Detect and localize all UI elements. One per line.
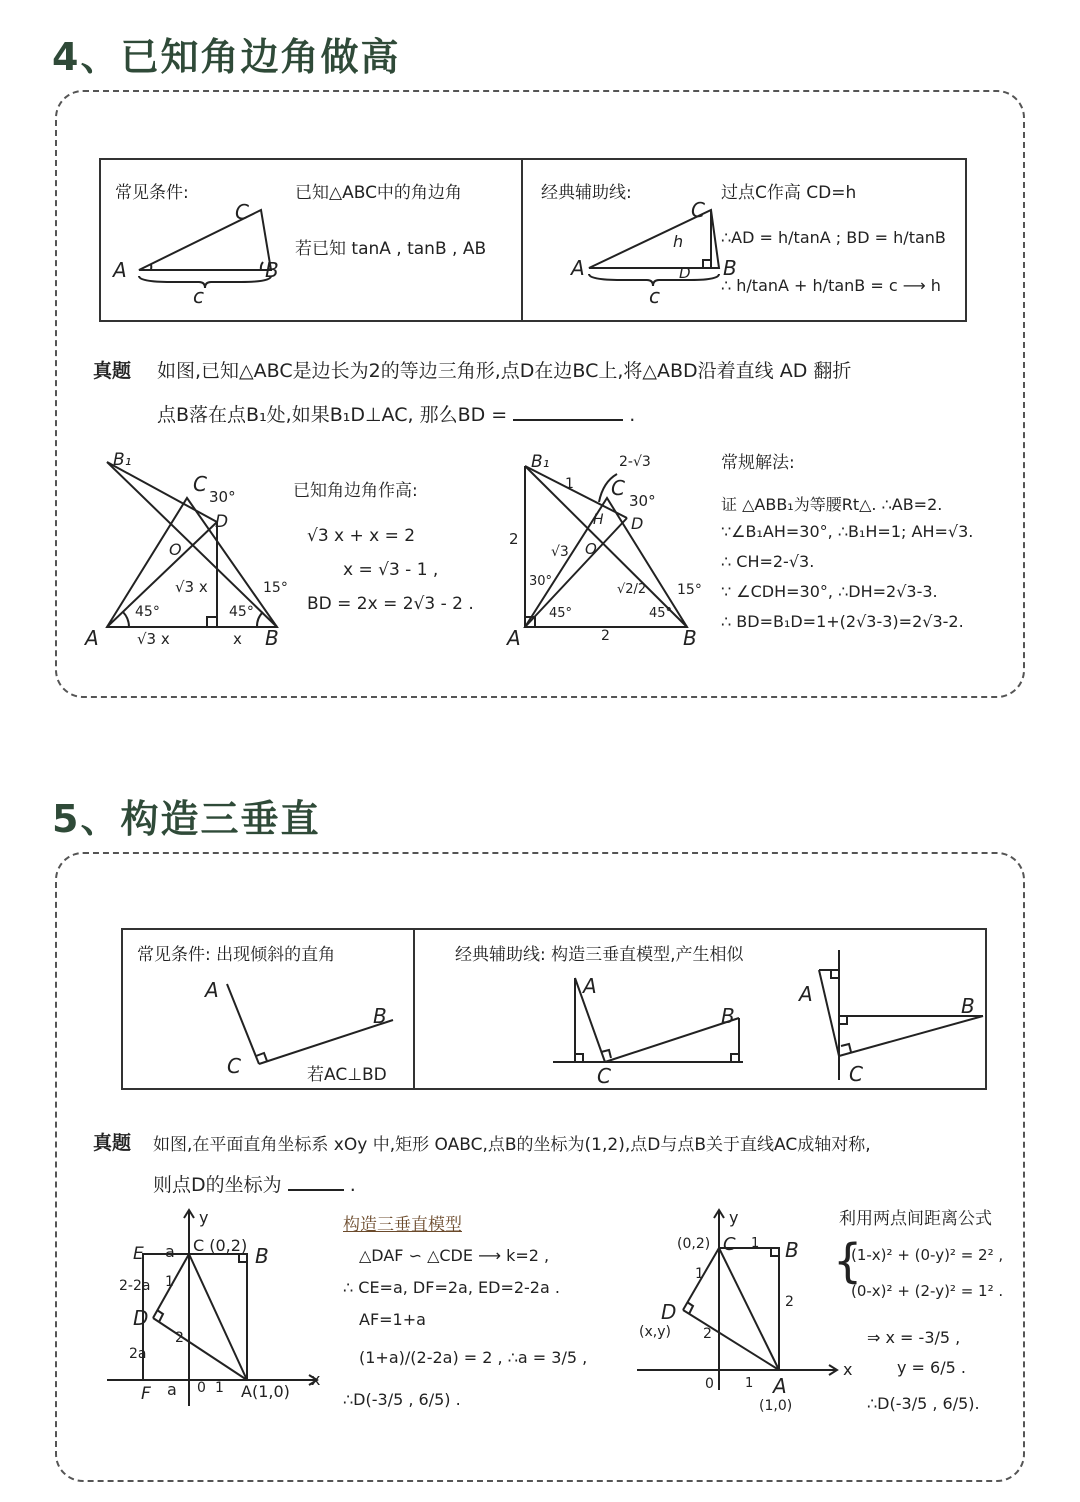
fig1-c: C bbox=[193, 472, 207, 496]
fig2-b: B bbox=[683, 626, 697, 650]
m2-a: A bbox=[799, 982, 813, 1006]
section5-panel-box bbox=[121, 928, 987, 1090]
method2-l1: 证 △ABB₁为等腰Rt△. ∴AB=2. bbox=[721, 495, 943, 514]
method3-l2: ∴ CE=a, DF=2a, ED=2-2a . bbox=[343, 1278, 560, 1297]
problem4-line2-text: 点B落在点B₁处,如果B₁D⊥AC, 那么BD = bbox=[157, 404, 508, 426]
seg-c2-b2 bbox=[839, 1016, 983, 1056]
condition-line1: 已知△ABC中的角边角 bbox=[295, 183, 462, 203]
problem4-line2-end: . bbox=[629, 404, 636, 426]
pt-a: A bbox=[113, 258, 127, 282]
method2-l4: ∵ ∠CDH=30°, ∴DH=2√3-3. bbox=[721, 582, 938, 601]
angle-arc-b bbox=[261, 262, 263, 270]
fig1-b1: B₁ bbox=[113, 450, 132, 470]
f3-f: F bbox=[141, 1384, 151, 1404]
f4-one-b: 1 bbox=[745, 1376, 754, 1391]
f4-a: A bbox=[773, 1374, 787, 1398]
f3-a-bottom: a bbox=[167, 1380, 177, 1399]
f4-dxy: (x,y) bbox=[639, 1324, 671, 1340]
method2-l3: ∴ CH=2-√3. bbox=[721, 552, 815, 571]
fig2-15: 15° bbox=[677, 582, 702, 598]
method1-l1: √3 x + x = 2 bbox=[307, 526, 416, 546]
f3-c: C (0,2) bbox=[193, 1236, 248, 1255]
method4-ans: ∴D(-3/5 , 6/5). bbox=[867, 1394, 980, 1413]
f3-a-top: a bbox=[165, 1242, 175, 1261]
f4-a10: (1,0) bbox=[759, 1398, 793, 1414]
method3-l3: AF=1+a bbox=[359, 1310, 426, 1329]
fig2-sqrt3: √3 bbox=[551, 544, 569, 560]
fig2-30a: 30° bbox=[529, 574, 553, 589]
fig1-b: B bbox=[265, 626, 279, 650]
f4-x: x bbox=[843, 1360, 853, 1379]
right-angle-d bbox=[703, 260, 711, 268]
three-perp-model-1 bbox=[543, 970, 763, 1090]
problem5-line2-end: . bbox=[349, 1174, 356, 1196]
fig2-half: √2/2 bbox=[617, 582, 647, 597]
method1-l3: BD = 2x = 2√3 - 2 . bbox=[307, 594, 474, 614]
aux-line-label: 经典辅助线: bbox=[541, 183, 632, 203]
fig1-45a: 45° bbox=[135, 604, 160, 620]
f3-x: x bbox=[311, 1370, 321, 1389]
f3-one: 1 bbox=[165, 1274, 174, 1290]
fig1-15: 15° bbox=[263, 580, 288, 596]
f4-c: C bbox=[723, 1234, 736, 1255]
f3-one-b: 1 bbox=[215, 1380, 224, 1396]
ra1 bbox=[575, 1054, 583, 1062]
fig2-c: C bbox=[611, 476, 625, 500]
method1-l2: x = √3 - 1 , bbox=[343, 560, 439, 580]
panel-divider bbox=[521, 160, 523, 320]
m2-c: C bbox=[849, 1062, 863, 1086]
f4-b: B bbox=[785, 1238, 799, 1262]
method4-eq2: (0-x)² + (2-y)² = 1² . bbox=[851, 1282, 1004, 1300]
m1-a: A bbox=[583, 974, 597, 998]
problem5-prefix: 真题 bbox=[93, 1132, 132, 1154]
f3-2-2a: 2-2a bbox=[119, 1278, 151, 1294]
aux5-label: 经典辅助线: 构造三垂直模型,产生相似 bbox=[455, 945, 744, 965]
section4-card bbox=[55, 90, 1025, 698]
ra-b bbox=[239, 1254, 247, 1262]
b1-b bbox=[525, 466, 687, 627]
fig2-30b: 30° bbox=[629, 492, 656, 510]
f3-e: E bbox=[133, 1244, 144, 1264]
method2-l2: ∵∠B₁AH=30°, ∴B₁H=1; AH=√3. bbox=[721, 522, 974, 541]
section4-title: 4、已知角边角做高 bbox=[52, 35, 401, 79]
problem4-line1: 如图,已知△ABC是边长为2的等边三角形,点D在边BC上,将△ABD沿着直线 AD 翻折 bbox=[157, 360, 852, 382]
angle-45-a bbox=[123, 612, 129, 627]
seg-c-b bbox=[605, 1018, 739, 1062]
ra-b-2 bbox=[771, 1248, 779, 1256]
fig1-45b: 45° bbox=[229, 604, 254, 620]
fig1-sqrt3x-h: √3 x bbox=[137, 630, 170, 648]
method4-sol2: y = 6/5 . bbox=[897, 1358, 966, 1377]
ra2 bbox=[731, 1054, 739, 1062]
fig1-o: O bbox=[169, 540, 182, 559]
aux-rect bbox=[143, 1254, 189, 1380]
common-condition-label: 常见条件: bbox=[115, 183, 189, 203]
f3-two: 2 bbox=[175, 1330, 184, 1346]
f4-y: y bbox=[729, 1208, 739, 1227]
method2-title: 常规解法: bbox=[721, 453, 795, 473]
a-d bbox=[525, 518, 627, 627]
method1-title: 已知角边角作高: bbox=[293, 481, 418, 501]
triangle-abc bbox=[139, 210, 271, 270]
f3-zero: 0 bbox=[197, 1380, 206, 1396]
section5-card bbox=[55, 852, 1025, 1482]
problem5-line2-text: 则点D的坐标为 bbox=[153, 1174, 282, 1196]
section5-title: 5、构造三垂直 bbox=[52, 797, 321, 841]
fig2-note: 2-√3 bbox=[619, 454, 651, 470]
f3-b: B bbox=[255, 1244, 269, 1268]
method4-sol1: ⇒ x = -3/5 , bbox=[867, 1328, 961, 1347]
m2-b: B bbox=[961, 994, 975, 1018]
method4-title: 利用两点间距离公式 bbox=[839, 1209, 992, 1229]
f4-zero: 0 bbox=[705, 1376, 714, 1392]
cond5-text: 若AC⊥BD bbox=[307, 1065, 387, 1085]
condition-line2: 若已知 tanA , tanB , AB bbox=[295, 239, 487, 259]
method3-l4: (1+a)/(2-2a) = 2 , ∴a = 3/5 , bbox=[359, 1348, 588, 1367]
f3-d: D bbox=[133, 1306, 149, 1330]
f3-2a: 2a bbox=[129, 1346, 147, 1362]
f4-d: D bbox=[661, 1300, 677, 1324]
fig1-30: 30° bbox=[209, 488, 236, 506]
pt-b-h: B bbox=[723, 256, 737, 280]
ra6 bbox=[841, 1044, 851, 1052]
angle-45-b bbox=[257, 612, 263, 627]
fig2-a: A bbox=[507, 626, 521, 650]
answer-blank[interactable] bbox=[513, 405, 623, 421]
basic-triangle-figure bbox=[111, 200, 311, 320]
fig2-h: H bbox=[593, 512, 604, 528]
problem5-line1: 如图,在平面直角坐标系 xOy 中,矩形 OABC,点B的坐标为(1,2),点D与点B关于直线AC成轴对称, bbox=[153, 1135, 871, 1155]
fig1-sqrt3x-v: √3 x bbox=[175, 578, 208, 596]
fig2-o: O bbox=[585, 540, 597, 558]
cond5-a: A bbox=[205, 978, 219, 1002]
fig1-d: D bbox=[215, 512, 229, 532]
f4-two-r: 2 bbox=[785, 1294, 794, 1310]
problem4-line2 bbox=[157, 400, 635, 427]
condition5-label: 常见条件: 出现倾斜的直角 bbox=[137, 945, 336, 965]
f3-a: A(1,0) bbox=[241, 1382, 290, 1401]
cond5-b: B bbox=[373, 1004, 387, 1028]
method3-l5: ∴D(-3/5 , 6/5) . bbox=[343, 1390, 461, 1409]
panel-divider-5 bbox=[413, 930, 415, 1088]
method4-brace: { bbox=[833, 1234, 863, 1288]
fig2-d: D bbox=[631, 514, 644, 533]
m1-b: B bbox=[721, 1004, 735, 1028]
m1-c: C bbox=[597, 1064, 611, 1088]
aux-formula2: ∴ h/tanA + h/tanB = c ⟶ h bbox=[721, 276, 941, 295]
pt-c: C bbox=[235, 200, 249, 224]
f4-one-top: 1 bbox=[751, 1236, 760, 1251]
label-h: h bbox=[673, 232, 684, 251]
ra5 bbox=[839, 1016, 847, 1024]
fig2-45b: 45° bbox=[649, 606, 673, 621]
right-angle-1 bbox=[207, 617, 217, 627]
seg-ac bbox=[227, 984, 259, 1064]
f4-c02: (0,2) bbox=[677, 1236, 711, 1252]
side-c: c bbox=[193, 284, 204, 308]
f4-one: 1 bbox=[695, 1266, 704, 1282]
problem5-line2 bbox=[153, 1170, 356, 1197]
fig2-45a: 45° bbox=[549, 606, 573, 621]
pt-b: B bbox=[265, 258, 279, 282]
aux-formula1: ∴AD = h/tanA ; BD = h/tanB bbox=[721, 228, 946, 247]
problem4-prefix: 真题 bbox=[93, 360, 132, 382]
pt-a-h: A bbox=[571, 256, 585, 280]
fig2-one: 1 bbox=[565, 476, 574, 492]
ra4 bbox=[831, 970, 839, 978]
side-c-h: c bbox=[649, 284, 660, 308]
fig2-b1: B₁ bbox=[531, 452, 550, 472]
fig1-a: A bbox=[85, 626, 99, 650]
fig2-two-bottom: 2 bbox=[601, 628, 610, 644]
method3-title: 构造三垂直模型 bbox=[343, 1215, 462, 1235]
aux-line1: 过点C作高 CD=h bbox=[721, 183, 857, 203]
method2-l5: ∴ BD=B₁D=1+(2√3-3)=2√3-2. bbox=[721, 612, 964, 631]
side-brace bbox=[139, 276, 271, 288]
pt-d-h: D bbox=[679, 264, 691, 282]
method3-l1: △DAF ∽ △CDE ⟶ k=2 , bbox=[359, 1246, 550, 1265]
fig2-two-left: 2 bbox=[509, 530, 519, 548]
section4-panel-box bbox=[99, 158, 967, 322]
pt-c-h: C bbox=[691, 198, 705, 222]
cond5-c: C bbox=[227, 1054, 241, 1078]
answer-blank-5[interactable] bbox=[288, 1175, 344, 1191]
fig1-x: x bbox=[233, 630, 242, 648]
f4-two: 2 bbox=[703, 1326, 712, 1342]
method4-eq1: (1-x)² + (0-y)² = 2² , bbox=[851, 1246, 1004, 1264]
seg-a2-c2 bbox=[819, 970, 839, 1056]
f3-y: y bbox=[199, 1208, 209, 1227]
